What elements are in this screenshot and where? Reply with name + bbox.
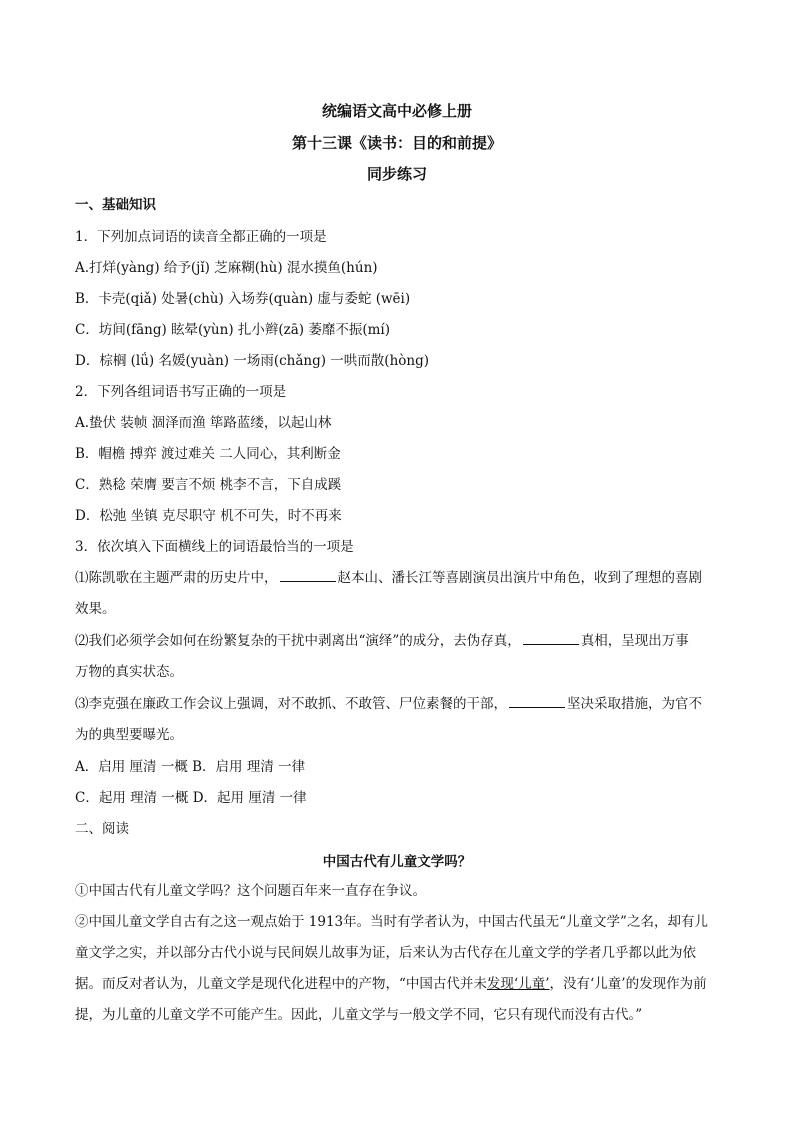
document-subtitle: 同步练习 [366, 165, 427, 183]
q3-s1-blank [280, 568, 336, 582]
section1-heading: 一、基础知识 [75, 197, 156, 213]
q1-option-c: C．坊间(fāng) 眩晕(yùn) 扎小辫(zā) 萎靡不振(mí) [75, 322, 391, 338]
q3-s3-before: ⑶李克强在廉政工作会议上强调，对不敢抓、不敢管、尸位素餐的干部， [75, 696, 507, 712]
q3-s3-blank [509, 694, 565, 708]
q2-stem: 2．下列各组词语书写正确的一项是 [75, 384, 287, 400]
q3-s2-blank [523, 631, 579, 645]
q3-sentence-2 [75, 631, 725, 651]
q2-option-c: C．熟稔 荣膺 要言不烦 桃李不言，下自成蹊 [75, 477, 342, 493]
q2-option-a: A.蛰伏 装帧 涸泽而渔 筚路蓝缕，以起山林 [75, 415, 332, 431]
article-title: 中国古代有儿童文学吗？ [322, 854, 472, 870]
article-paragraph-2-line-3 [75, 974, 725, 994]
q3-stem: 3．依次填入下面横线上的词语最恰当的一项是 [75, 539, 354, 555]
q3-options-ab: A．启用 厘清 一概 B．启用 理清 一律 [75, 759, 306, 775]
q3-s2-before: ⑵我们必须学会如何在纷繁复杂的干扰中剥离出“演绎”的成分，去伪存真， [75, 633, 521, 649]
q3-s1-before: ⑴陈凯歌在主题严肃的历史片中， [75, 570, 278, 586]
p2-l3-after: ，没有‘儿童’的发现作为前 [549, 976, 707, 992]
q3-s2-after: 真相，呈现出万事 [580, 633, 689, 649]
q1-option-b: B．卡壳(qiǎ) 处暑(chù) 入场券(quàn) 虚与委蛇 (wēi) [75, 291, 411, 307]
q1-stem: 1．下列加点词语的读音全都正确的一项是 [75, 229, 327, 245]
q3-s1-continuation: 效果。 [75, 601, 116, 617]
document-title: 统编语文高中必修上册 [321, 102, 472, 120]
q3-s1-after: 赵本山、潘长江等喜剧演员出演片中角色，收到了理想的喜剧 [337, 570, 702, 586]
q3-s3-continuation: 为的典型要曝光。 [75, 727, 183, 743]
q3-sentence-3 [75, 694, 725, 714]
p2-l3-underlined: 发现‘儿童’ [486, 976, 550, 992]
q3-s2-continuation: 万物的真实状态。 [75, 664, 183, 680]
article-paragraph-2-line-4: 提，为儿童的儿童文学不可能产生。因此，儿童文学与一般文学不同，它只有现代而没有古代。” [75, 1007, 643, 1023]
q1-option-a: A.打烊(yàng) 给予(jǐ) 芝麻糊(hù) 混水摸鱼(hún) [75, 260, 378, 276]
article-paragraph-1: ①中国古代有儿童文学吗？这个问题百年来一直存在争议。 [75, 883, 426, 899]
q2-option-d: D．松弛 坐镇 克尽职守 机不可失，时不再来 [75, 508, 342, 524]
q3-options-cd: C．起用 理清 一概 D．起用 厘清 一律 [75, 790, 307, 806]
q1-option-d: D．棕榈 (lǘ) 名媛(yuàn) 一场雨(chǎng) 一哄而散(hòng) [75, 353, 429, 369]
q3-sentence-1 [75, 568, 725, 588]
section2-heading: 二、阅读 [75, 821, 129, 837]
article-paragraph-2-line-2: 童文学之实，并以部分古代小说与民间娱儿故事为证，后来认为古代存在儿童文学的学者几乎都以此为依 [75, 945, 696, 961]
article-paragraph-2-line-1: ②中国儿童文学自古有之这一观点始于 1913年。当时有学者认为，中国古代虽无“儿童文学”之名，却有儿 [75, 914, 708, 930]
lesson-title: 第十三课《读书：目的和前提》 [291, 134, 502, 152]
p2-l3-before: 据。而反对者认为，儿童文学是现代化进程中的产物，“中国古代并未 [75, 976, 487, 992]
q3-s3-after: 坚决采取措施，为官不 [567, 696, 702, 712]
q2-option-b: B．帽檐 搏弈 渡过难关 二人同心，其利断金 [75, 446, 341, 462]
